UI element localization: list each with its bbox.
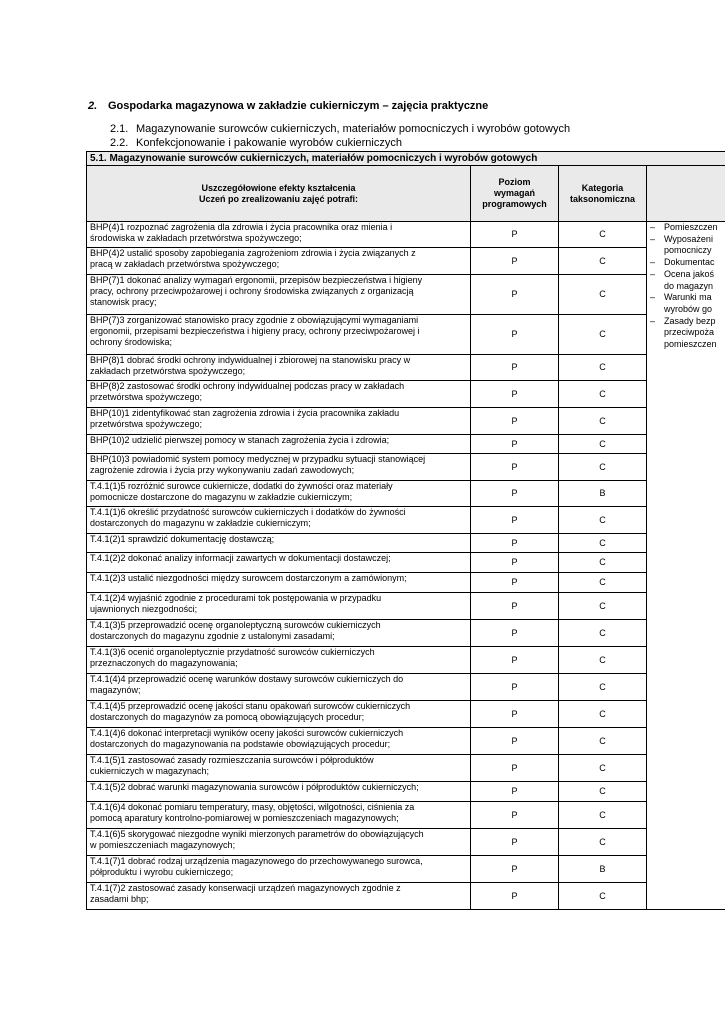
table-row [87,481,725,507]
effect-text-line: przetwórstwa spożywczego; [90,419,203,429]
header-level [471,166,559,222]
level-cell: P [471,435,559,454]
table-row [87,507,725,534]
table-row [87,782,725,802]
effect-text-line: pracą w zakładach przetwórstwa spożywczego; [90,259,280,269]
category-cell: C [559,728,647,755]
effect-cell [87,275,471,315]
side-list-item [650,257,725,269]
level-cell: P [471,701,559,728]
side-item-text: wyrobów go [664,303,713,314]
header-level-line: wymagań [493,188,535,198]
side-item-text: przeciwpoża [664,327,715,338]
side-list-item [650,316,725,328]
effect-text-line: dostarczonych do magazynów za pomocą obowiązujących procedur; [90,712,365,722]
subsection-title: Konfekcjonowanie i pakowanie wyrobów cukierniczych [136,137,402,149]
effect-text-line: pomocnicze dostarczone do magazynu w zakładzie cukierniczym; [90,492,353,502]
category-cell: C [559,647,647,674]
level-cell: P [471,573,559,593]
header-effects-line: Uczeń po zrealizowaniu zajęć potrafi: [198,193,359,204]
effect-text-line: BHP(4)2 ustalić sposoby zapobiegania zagrożeniom zdrowia i życia związanych z [90,248,416,258]
table-row [87,381,725,408]
table-row [87,315,725,355]
level-cell: P [471,674,559,701]
table-row [87,755,725,782]
side-list-item [650,339,725,351]
effect-text-line: BHP(10)3 powiadomić system pomocy medycznej w przypadku sytuacji stanowiącej [90,454,426,464]
category-cell: C [559,507,647,534]
effect-cell [87,315,471,355]
level-cell: P [471,275,559,315]
header-category-line: taksonomiczna [569,193,636,204]
effect-text-line: ochrony środowiska; [90,337,173,347]
side-list-item [650,234,725,246]
effect-text-line: T.4.1(5)2 dobrać warunki magazynowania surowców i półproduktów cukierniczych; [90,782,419,792]
effect-cell [87,593,471,620]
subsection-number: 2.2. [110,137,129,149]
effect-text-line: T.4.1(1)5 rozróżnić surowce cukiernicze, dodatki do żywności oraz materiały [90,481,393,491]
table-row [87,275,725,315]
effect-cell [87,647,471,674]
category-cell: C [559,802,647,829]
header-effects-line: Uszczegółowione efekty kształcenia [201,182,356,193]
effect-text-line: stanowisk pracy; [90,297,157,307]
effect-cell [87,782,471,802]
effect-text-line: T.4.1(3)6 ocenić organoleptycznie przydatność surowców cukierniczych [90,647,375,657]
header-level-line: Poziom [498,177,531,187]
effect-text-line: T.4.1(7)1 dobrać rodzaj urządzenia magazynowego do przechowywanego surowca, [90,856,423,866]
category-cell: C [559,381,647,408]
category-cell: C [559,553,647,573]
category-cell: B [559,856,647,883]
effect-text-line: T.4.1(6)5 skorygować niezgodne wyniki mierzonych parametrów do obowiązujących [90,829,424,839]
side-list-item [650,245,725,257]
side-list-item [650,304,725,316]
effect-text-line: BHP(10)2 udzielić pierwszej pomocy w stanach zagrożenia życia i zdrowia; [90,435,390,445]
level-cell: P [471,728,559,755]
effect-text-line: T.4.1(2)4 wyjaśnić zgodnie z procedurami tok postępowania w przypadku [90,593,382,603]
effect-cell [87,674,471,701]
table-row [87,728,725,755]
effect-cell [87,802,471,829]
effect-text-line: T.4.1(2)3 ustalić niezgodności między surowcem dostarczonym a zamówionym; [90,573,407,583]
effect-text-line: przeznaczonych do magazynowania; [90,658,238,668]
effect-cell [87,248,471,275]
category-cell: C [559,883,647,910]
effect-cell [87,573,471,593]
table-row [87,856,725,883]
effect-cell [87,553,471,573]
category-cell: C [559,315,647,355]
effect-text-line: dostarczonych do magazynowania na podstawie obowiązujących procedur; [90,739,391,749]
table-header-row [87,166,725,222]
side-item-text: Ocena jakoś [664,268,715,279]
section-number: 2. [88,100,98,112]
category-cell: C [559,782,647,802]
effect-cell [87,728,471,755]
effect-text-line: T.4.1(2)2 dokonać analizy informacji zawartych w dokumentacji dostawczej; [90,553,391,563]
side-list-item [650,222,725,234]
effect-text-line: T.4.1(4)4 przeprowadzić ocenę warunków dostawy surowców cukierniczych do [90,674,404,684]
effect-text-line: BHP(7)1 dokonać analizy wymagań ergonomii, przepisów bezpieczeństwa i higieny [90,275,423,285]
level-cell: P [471,507,559,534]
subsection-1 [110,123,570,135]
level-cell: P [471,315,559,355]
category-cell: C [559,408,647,435]
category-cell: C [559,275,647,315]
learning-outcomes-table [86,151,725,910]
effect-text-line: środowiska w zakładach przetwórstwa spożywczego; [90,233,302,243]
header-effects [87,166,471,222]
table-row [87,647,725,674]
level-cell: P [471,248,559,275]
effect-text-line: półproduktu i wyrobu cukierniczego; [90,867,234,877]
effect-text-line: T.4.1(2)1 sprawdzić dokumentację dostawczą; [90,534,275,544]
level-cell: P [471,620,559,647]
dash-bullet: – [650,268,656,279]
effect-text-line: ergonomii, przepisami bezpieczeństwa i higieny pracy, ochrony przeciwpożarowej i [90,326,420,336]
header-extra [647,166,725,222]
effect-text-line: T.4.1(5)1 zastosować zasady rozmieszczania surowców i półproduktów [90,755,374,765]
table-section-row [87,152,725,166]
effect-text-line: BHP(8)1 dobrać środki ochrony indywidualnej i zbiorowej na stanowisku pracy w [90,355,411,365]
section-heading [88,100,488,112]
effect-text-line: BHP(10)1 zidentyfikować stan zagrożenia zdrowia i życia pracownika zakładu [90,408,400,418]
effect-text-line: T.4.1(4)6 dokonać interpretacji wyników oceny jakości surowców cukierniczych [90,728,404,738]
table-row [87,620,725,647]
table-row [87,593,725,620]
effect-text-line: dostarczonych do magazynu w zakładzie cukierniczym; [90,518,311,528]
effect-cell [87,883,471,910]
side-item-text: Pomieszczen [664,222,718,232]
effect-cell [87,829,471,856]
table-section-title: 5.1. Magazynowanie surowców cukierniczych, materiałów pomocniczych i wyrobów gotowych [87,152,725,166]
effect-text-line: T.4.1(1)6 określić przydatność surowców cukierniczych i dodatków do żywności [90,507,406,517]
category-cell: B [559,481,647,507]
table-row [87,408,725,435]
effect-text-line: dostarczonych do magazynu zgodnie z ustalonymi zasadami; [90,631,335,641]
side-item-text: Wyposażeni [664,233,713,244]
level-cell: P [471,755,559,782]
table-row [87,802,725,829]
effect-cell [87,381,471,408]
effect-text-line: przetwórstwa spożywczego; [90,392,203,402]
effect-text-line: BHP(8)2 zastosować środki ochrony indywidualnej podczas pracy w zakładach [90,381,405,391]
category-cell: C [559,593,647,620]
header-level-line: programowych [482,199,547,209]
side-item-text: do magazyn [664,280,714,291]
category-cell: C [559,222,647,248]
effect-cell [87,856,471,883]
dash-bullet: – [650,222,656,232]
level-cell: P [471,553,559,573]
effect-text-line: T.4.1(7)2 zastosować zasady konserwacji urządzeń magazynowych zgodnie z [90,883,401,893]
effect-text-line: zakładach przetwórstwa spożywczego; [90,366,246,376]
table-row [87,435,725,454]
effect-cell [87,481,471,507]
effect-text-line: magazynów; [90,685,141,695]
category-cell: C [559,674,647,701]
level-cell: P [471,802,559,829]
subsection-title: Magazynowanie surowców cukierniczych, materiałów pomocniczych i wyrobów gotowych [136,123,571,135]
effect-cell [87,534,471,553]
effect-cell [87,701,471,728]
level-cell: P [471,454,559,481]
effect-text-line: w pomieszczeniach magazynowych; [90,840,236,850]
side-item-text: Warunki ma [664,292,712,303]
category-cell: C [559,534,647,553]
category-cell: C [559,829,647,856]
effect-cell [87,507,471,534]
level-cell: P [471,481,559,507]
effect-text-line: pomocą aparatury kontrolno-pomiarowej w pomieszczeniach magazynowych; [90,813,399,823]
table-row [87,829,725,856]
category-cell: C [559,755,647,782]
side-list-item [650,269,725,281]
effect-text-line: zagrożenie zdrowia i życia przy wykonywaniu zadań zawodowych; [90,465,355,475]
effect-text-line: cukierniczych w magazynach; [90,766,210,776]
effect-cell [87,620,471,647]
category-cell: C [559,573,647,593]
effect-text-line: pracy, ochrony przeciwpożarowej i ochrony środowiska związanych z organizacją [90,286,414,296]
level-cell: P [471,782,559,802]
table-row [87,701,725,728]
subsection-2 [110,137,402,149]
header-category-line: Kategoria [581,182,624,193]
category-cell: C [559,248,647,275]
level-cell: P [471,222,559,248]
category-cell: C [559,701,647,728]
side-item-text: Dokumentac [664,257,715,268]
dash-bullet: – [650,233,656,244]
effect-cell [87,454,471,481]
side-content-cell [647,222,725,910]
side-item-text: pomocniczy [664,245,712,256]
table-row [87,454,725,481]
level-cell: P [471,647,559,674]
table-row [87,222,725,248]
effect-text-line: BHP(7)3 zorganizować stanowisko pracy zgodnie z obowiązującymi wymaganiami [90,315,419,325]
table-row [87,534,725,553]
level-cell: P [471,534,559,553]
effect-cell [87,435,471,454]
header-category [559,166,647,222]
effect-cell [87,355,471,381]
level-cell: P [471,829,559,856]
level-cell: P [471,883,559,910]
level-cell: P [471,355,559,381]
dash-bullet: – [650,315,656,326]
effect-text-line: ujawnionych niezgodności; [90,604,198,614]
category-cell: C [559,435,647,454]
side-list-item [650,327,725,339]
category-cell: C [559,355,647,381]
section-title: Gospodarka magazynowa w zakładzie cukierniczym – zajęcia praktyczne [108,100,489,112]
category-cell: C [559,620,647,647]
side-list-item [650,281,725,293]
level-cell: P [471,381,559,408]
table-row [87,553,725,573]
level-cell: P [471,593,559,620]
side-item-text: Zasady bezp [664,315,716,326]
table-row [87,355,725,381]
effect-cell [87,222,471,248]
effect-text-line: zasadami bhp; [90,894,149,904]
dash-bullet: – [650,292,656,303]
dash-bullet: – [650,257,656,268]
table-row [87,674,725,701]
effect-text-line: T.4.1(6)4 dokonać pomiaru temperatury, masy, objętości, wilgotności, ciśnienia za [90,802,415,812]
effect-text-line: BHP(4)1 rozpoznać zagrożenia dla zdrowia i życia pracownika oraz mienia i [90,222,393,232]
category-cell: C [559,454,647,481]
effect-text-line: T.4.1(3)5 przeprowadzić ocenę organoleptyczną surowców cukierniczych [90,620,381,630]
effect-text-line: T.4.1(4)5 przeprowadzić ocenę jakości stanu opakowań surowców cukierniczych [90,701,411,711]
table-row [87,248,725,275]
table-row [87,573,725,593]
effect-cell [87,755,471,782]
side-item-text: pomieszczen [664,339,717,350]
side-list-item [650,292,725,304]
subsection-number: 2.1. [110,123,129,135]
effect-cell [87,408,471,435]
level-cell: P [471,856,559,883]
table-row [87,883,725,910]
level-cell: P [471,408,559,435]
